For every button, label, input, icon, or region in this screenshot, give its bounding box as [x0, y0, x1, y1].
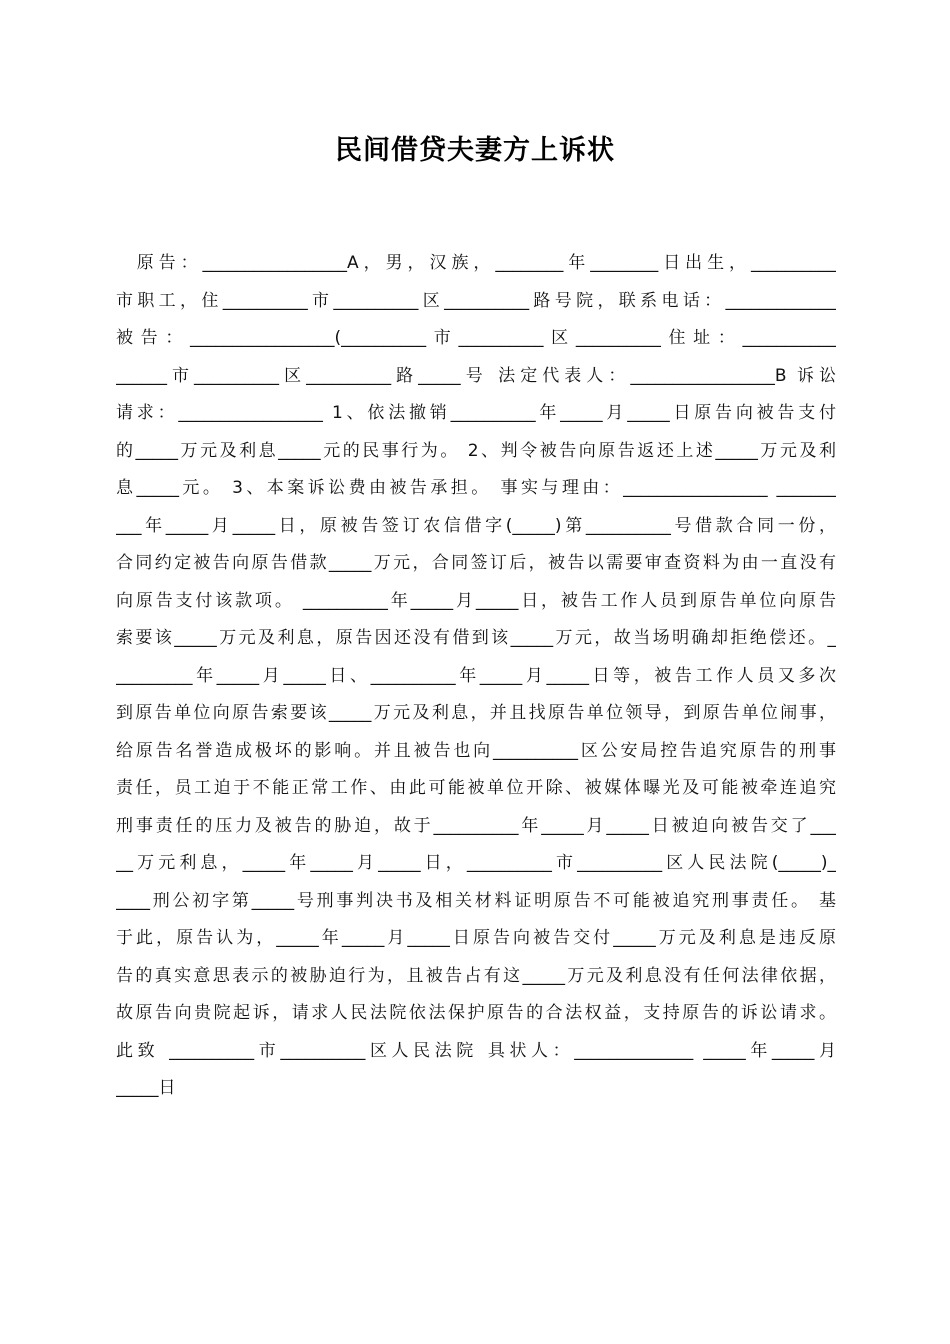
document-body	[116, 245, 836, 1108]
body-line: 被告：_________________(__________市__________区__________住址：___________	[116, 328, 836, 348]
body-line: 告的真实意思表示的被胁迫行为，且被告占有这_____万元及利息没有任何法律依据，	[116, 965, 836, 986]
body-line: 原告：_________________A，男，汉族，________年________日出生，__________	[116, 253, 836, 273]
body-line: 此致 __________市__________区人民法院 具状人：______________ _____年_____月	[116, 1040, 836, 1061]
body-line: 到原告单位向原告索要该_____万元及利息，并且找原告单位领导，到原告单位闹事，	[116, 703, 836, 723]
body-line: 的_____万元及利息_____元的民事行为。 2、判令被告向原告返还上述_____万元及利	[116, 440, 836, 461]
body-line: ______市__________区__________路_____号 法定代表人：_________________B 诉讼	[116, 365, 836, 386]
body-line: ____刑公初字第_____号刑事判决书及相关材料证明原告不可能被追究刑事责任。 基	[116, 890, 836, 911]
document-title: 民间借贷夫妻方上诉状	[335, 135, 615, 166]
body-line: 给原告名誉造成极坏的影响。并且被告也向__________区公安局控告追究原告的刑事	[116, 740, 836, 761]
body-line: 市职工，住__________市__________区__________路号院，联系电话：_____________	[116, 290, 836, 311]
body-line: 索要该_____万元及利息，原告因还没有借到该_____万元，故当场明确却拒绝偿还。_	[116, 628, 836, 648]
body-line: 请求：_________________ 1、依法撤销__________年_____月_____日原告向被告支付	[116, 403, 836, 423]
body-line: 故原告向贵院起诉，请求人民法院依法保护原告的合法权益，支持原告的诉讼请求。	[116, 1003, 836, 1023]
body-line: ___年_____月_____日，原被告签订农信借字(_____)第__________号借款合同一份，	[116, 515, 836, 536]
body-line: 于此，原告认为，_____年_____月_____日原告向被告交付_____万元及利息是违反原	[116, 928, 836, 948]
body-line: 刑事责任的压力及被告的胁迫，故于__________年_____月_____日被迫向被告交了___	[116, 815, 836, 836]
body-line: __万元利息，_____年_____月_____日，__________市__________区人民法院(_____)_	[116, 853, 836, 873]
body-line: 责任，员工迫于不能正常工作、由此可能被单位开除、被媒体曝光及可能被牵连追究	[116, 778, 836, 798]
body-line: _____日	[116, 1078, 176, 1098]
body-line: _________年_____月_____日、__________年_____月_____日等，被告工作人员又多次	[116, 665, 836, 686]
body-line: 息_____元。 3、本案诉讼费由被告承担。 事实与理由：_________________ _______	[116, 478, 836, 498]
body-line: 合同约定被告向原告借款_____万元，合同签订后，被告以需要审查资料为由一直没有	[116, 553, 836, 573]
body-line: 向原告支付该款项。 __________年_____月_____日，被告工作人员到原告单位向原告	[116, 590, 836, 611]
